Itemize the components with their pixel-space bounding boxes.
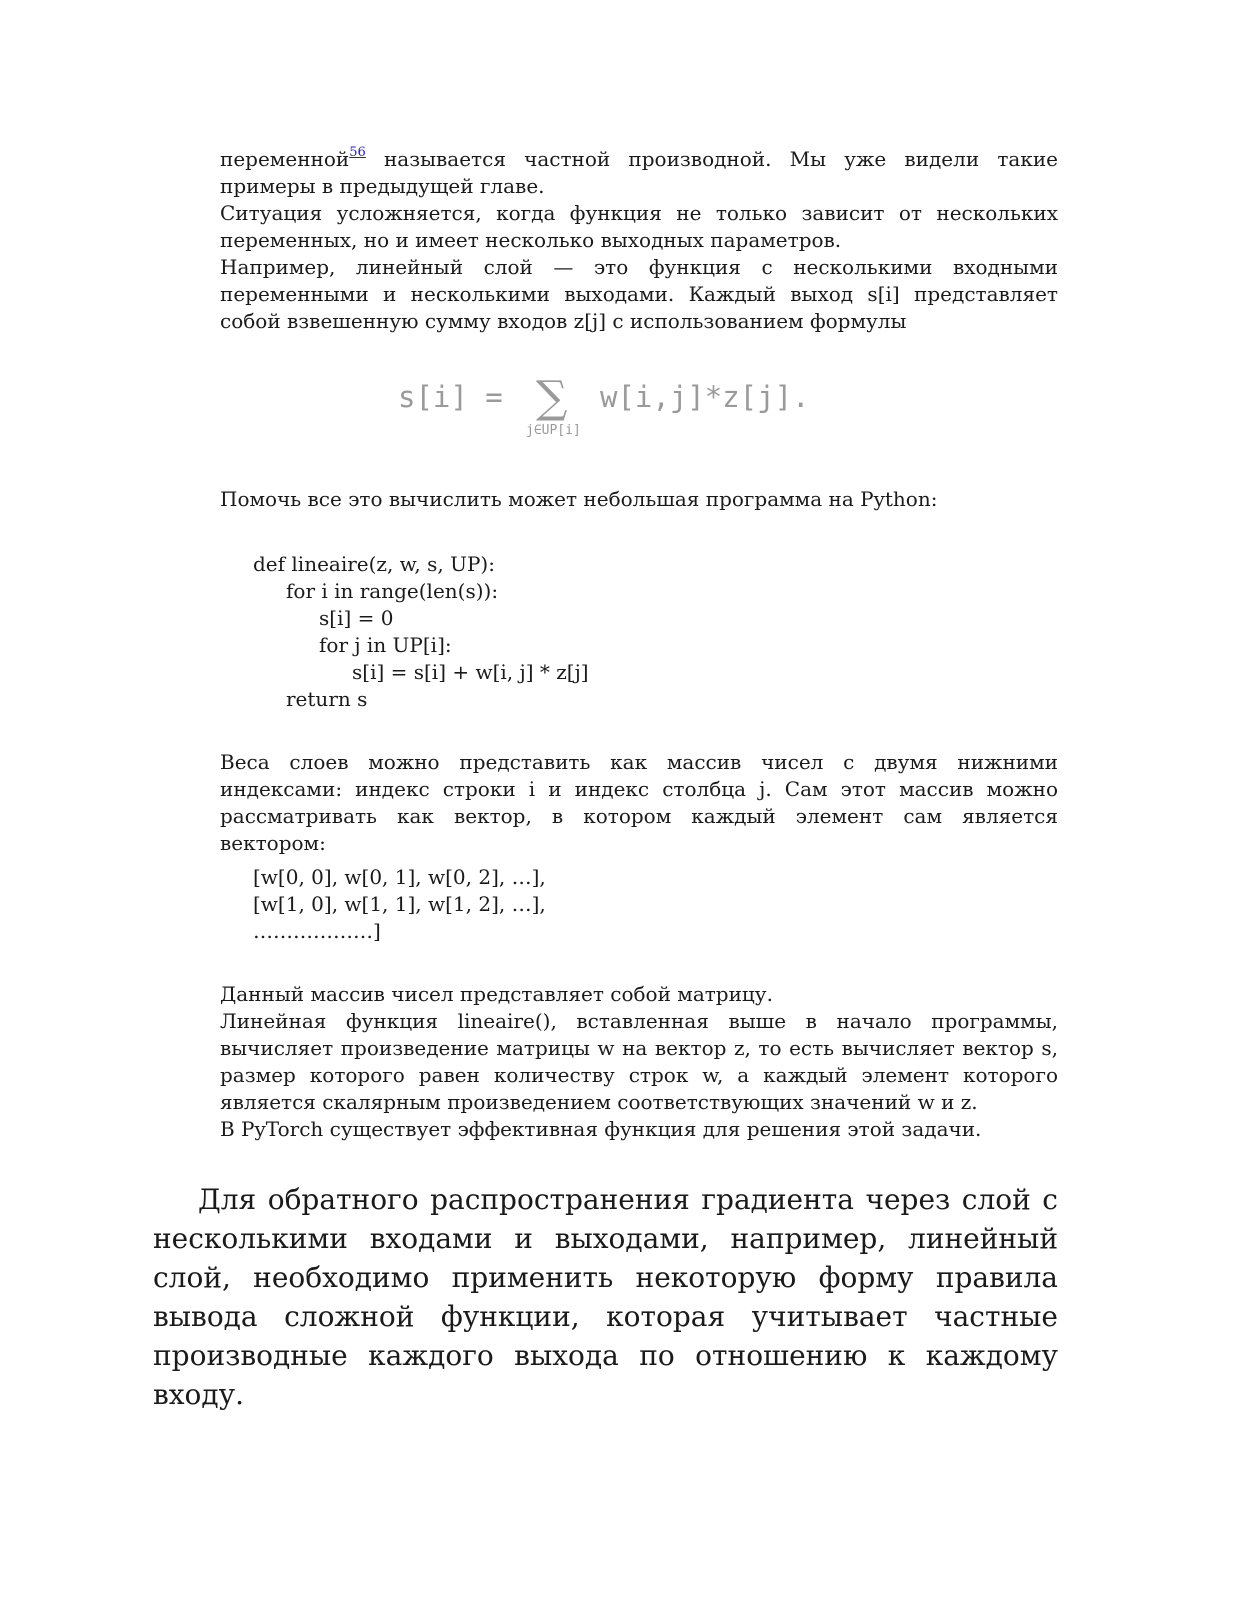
paragraph-matrix: Данный массив чисел представляет собой матрицу.	[220, 982, 773, 1006]
paragraph-pytorch: В PyTorch существует эффективная функция для решения этой задачи.	[220, 1117, 982, 1141]
paragraph-text: называется частной производной. Мы уже видели такие примеры в предыдущей главе.	[220, 147, 1058, 198]
code-line: for j in UP[i]:	[319, 633, 452, 657]
paragraph-lineaire-function: Линейная функция lineaire(), вставленная выше в начало программы, вычисляет произведение матрицы w на вектор z, то есть вычисляет вектор s, размер которого равен количеству строк w, а каждый элемент которого является скалярным произведением соответствующих значений w и z.	[220, 1009, 1058, 1114]
code-line: def lineaire(z, w, s, UP):	[253, 552, 495, 576]
code-line: for i in range(len(s)):	[286, 579, 499, 603]
intro-text	[220, 146, 1058, 335]
paragraph-partial-derivative	[220, 146, 1058, 200]
matrix-line: [w[0, 0], w[0, 1], w[0, 2], …],	[253, 865, 546, 889]
matrix-block	[253, 864, 546, 945]
paragraph-text: переменной	[220, 147, 350, 171]
code-line: s[i] = 0	[319, 606, 394, 630]
paragraph-text: Для обратного распространения градиента через слой с несколькими входами и выходами, например, линейный слой, необходимо применить некоторую форму правила вывода сложной функции, которая учитывает частные производные каждого выхода по отношению к каждому входу.	[153, 1183, 1058, 1411]
sum-symbol: ∑	[536, 372, 568, 423]
matrix-line: ………………]	[253, 919, 381, 943]
paragraph-linear-layer: Например, линейный слой — это функция с несколькими входными переменными и несколькими выходами. Каждый выход s[i] представляет собой взвешенную сумму входов z[j] с использованием формулы	[220, 255, 1058, 333]
formula-lhs: s[i] =	[398, 380, 503, 414]
program-intro	[220, 486, 1058, 513]
footnote-link[interactable]: 56	[349, 145, 366, 161]
formula-rhs: w[i,j]*z[j].	[600, 380, 810, 414]
paragraph-weights-array: Веса слоев можно представить как массив чисел с двумя нижними индексами: индекс строки i и индекс столбца j. Сам этот массив можно рассматривать как вектор, в котором каждый элемент сам является вектором:	[220, 750, 1058, 855]
sum-subscript: j∈UP[i]	[526, 423, 581, 438]
paragraph-python-intro: Помочь все это вычислить может небольшая программа на Python:	[220, 487, 938, 511]
code-block	[253, 551, 589, 713]
matrix-text	[220, 981, 1058, 1143]
code-line: s[i] = s[i] + w[i, j] * z[j]	[352, 660, 589, 684]
weights-text	[220, 749, 1058, 857]
code-line: return s	[286, 687, 368, 711]
backpropagation-paragraph	[153, 1180, 1058, 1414]
matrix-line: [w[1, 0], w[1, 1], w[1, 2], …],	[253, 892, 546, 916]
paragraph-complexity: Ситуация усложняется, когда функция не только зависит от нескольких переменных, но и имеет несколько выходных параметров.	[220, 201, 1058, 252]
